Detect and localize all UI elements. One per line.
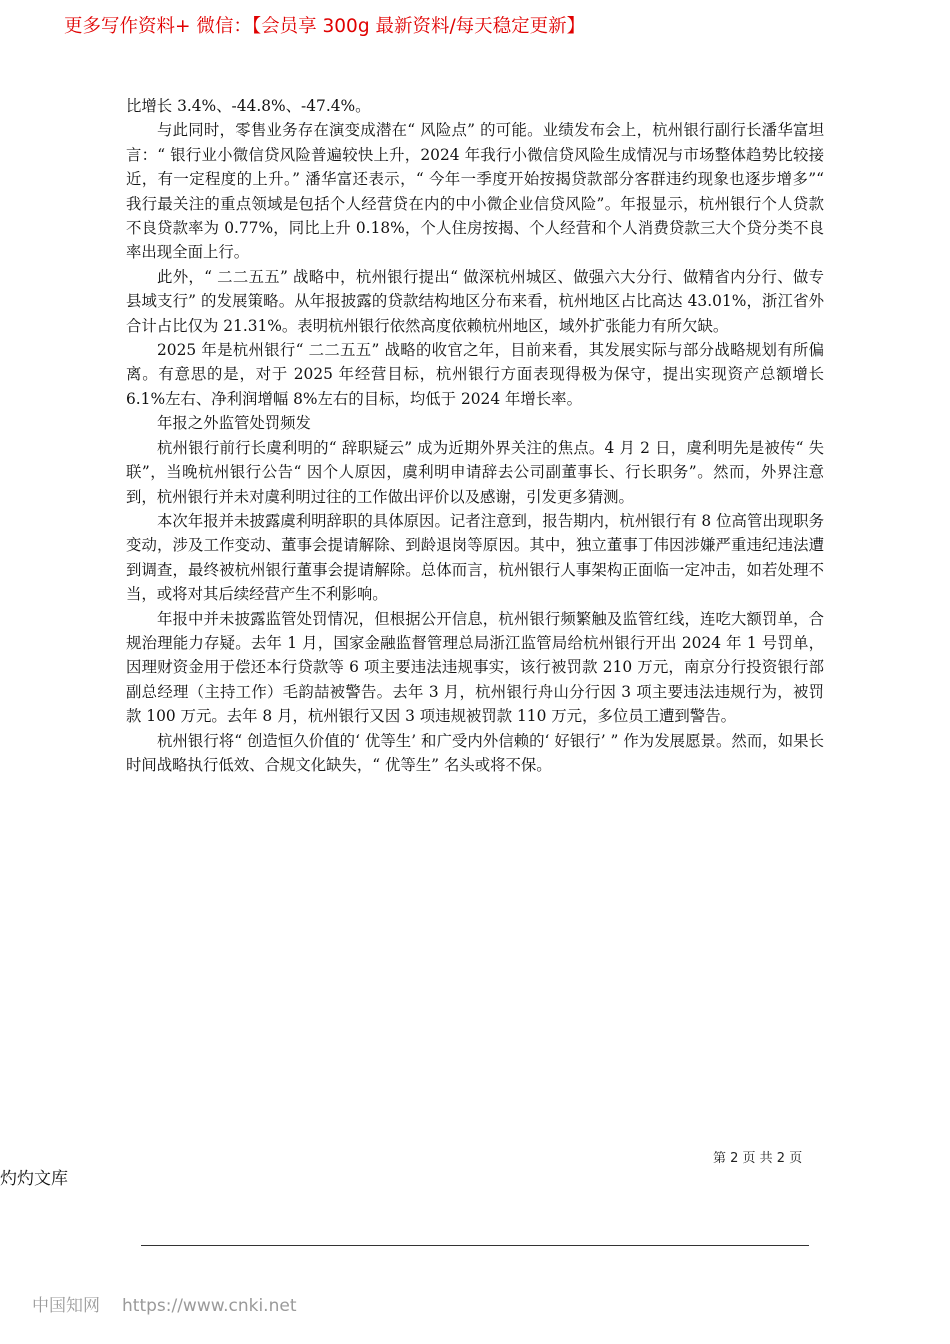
paragraph-personnel: 本次年报并未披露虞利明辞职的具体原因。记者注意到，报告期内，杭州银行有 8 位高管出现职务变动，涉及工作变动、董事会提请解除、到龄退岗等原因。其中，独立董事丁伟因涉嫌严重违纪违法遭到调查，最终被杭州银行董事会提请解除。总体而言，杭州银行人事架构正面临一定冲击，如若处理不当，或将对其后续经营产生不利影响。 [126, 511, 824, 604]
library-name: 灼灼文库 [0, 1169, 68, 1189]
paragraph-continuation: 比增长 3.4%、-44.8%、-47.4%。 [126, 97, 371, 115]
paragraph-resignation: 杭州银行前行长虞利明的“ 辞职疑云” 成为近期外界关注的焦点。4 月 2 日，虞利明先是被传“ 失联”，当晚杭州银行公告“ 因个人原因，虞利明申请辞去公司副董事长、行长职务”。然而，外界注意到，杭州银行并未对虞利明过往的工作做出评价以及感谢，引发更多猜测。 [126, 438, 824, 506]
paragraph-penalties: 年报中并未披露监管处罚情况，但根据公开信息，杭州银行频繁触及监管红线，连吃大额罚单，合规治理能力存疑。去年 1 月，国家金融监督管理总局浙江监管局给杭州银行开出 2024 年 1 号罚单，因理财资金用于偿还本行贷款等 6 项主要违法违规事实，该行被罚款 210 万元，南京分行投资银行部副总经理（主持工作）毛韵喆被警告。去年 3 月，杭州银行舟山分行因 3 项主要违法违规行为，被罚款 100 万元。去年 8 月，杭州银行又因 3 项违规被罚款 110 万元，多位员工遭到警告。 [126, 609, 824, 726]
section-heading: 年报之外监管处罚频发 [157, 414, 311, 433]
article-body [126, 94, 824, 777]
footer-divider [141, 1245, 809, 1246]
paragraph-conclusion: 杭州银行将“ 创造恒久价值的‘ 优等生’ 和广受内外信赖的‘ 好银行’ ” 作为发展愿景。然而，如果长时间战略执行低效、合规文化缺失，“ 优等生” 名头或将不保。 [126, 731, 824, 774]
paragraph-targets: 2025 年是杭州银行“ 二二五五” 战略的收官之年，目前来看，其发展实际与部分战略规划有所偏离。有意思的是，对于 2025 年经营目标，杭州银行方面表现得极为保守，提出实现资产总额增长 6.1%左右、净利润增幅 8%左右的目标，均低于 2024 年增长率。 [126, 341, 824, 408]
page-number: 第 2 页 共 2 页 [713, 1151, 803, 1166]
cnki-watermark [32, 1294, 296, 1318]
promo-banner: 更多写作资料+ 微信：【会员享 300g 最新资料/每天稳定更新】 [64, 16, 586, 37]
cnki-site-name: 中国知网 [32, 1296, 100, 1316]
cnki-url: https://www.cnki.net [122, 1296, 297, 1316]
paragraph-retail-risk: 与此同时，零售业务存在演变成潜在“ 风险点” 的可能。业绩发布会上，杭州银行副行长潘华富坦言：“ 银行业小微信贷风险普遍较快上升，2024 年我行小微信贷风险生成情况与市场整体趋势比较接近，有一定程度的上升。” 潘华富还表示，“ 今年一季度开始按揭贷款部分客群违约现象也逐步增多”“ 我行最关注的重点领域是包括个人经营贷在内的中小微企业信贷风险”。年报显示，杭州银行个人贷款不良贷款率为 0.77%，同比上升 0.18%，个人住房按揭、个人经营和个人消费贷款三大个贷分类不良率出现全面上行。 [126, 121, 824, 262]
paragraph-strategy: 此外，“ 二二五五” 战略中，杭州银行提出“ 做深杭州城区、做强六大分行、做精省内分行、做专县域支行” 的发展策略。从年报披露的贷款结构地区分布来看，杭州地区占比高达 43.01%，浙江省外合计占比仅为 21.31%。表明杭州银行依然高度依赖杭州地区，域外扩张能力有所欠缺。 [126, 267, 824, 335]
